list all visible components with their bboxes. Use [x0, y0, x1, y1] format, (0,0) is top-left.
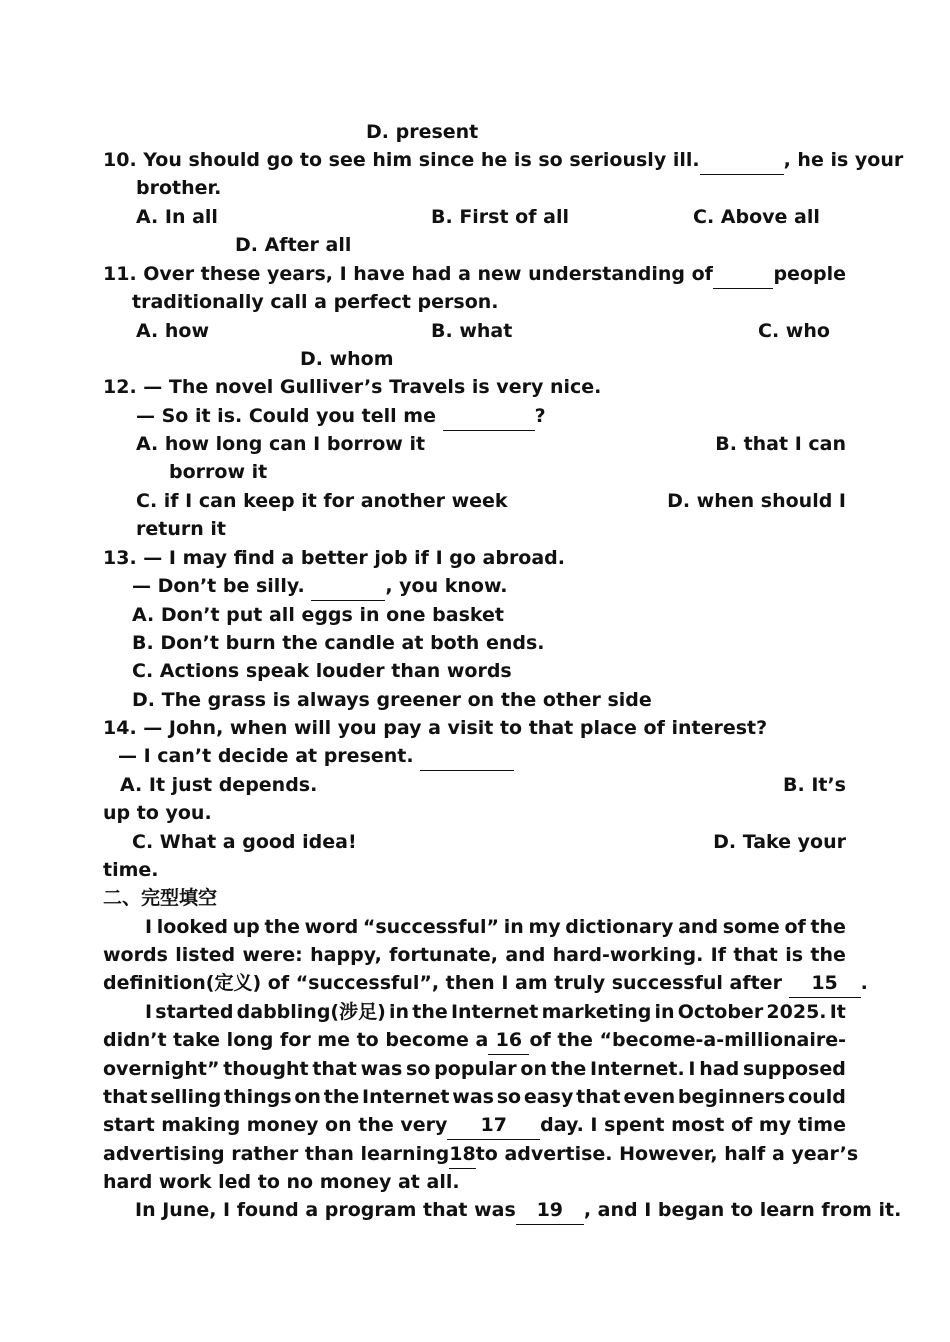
word: is	[785, 944, 804, 966]
word: were:	[242, 944, 303, 966]
word: that	[103, 1086, 148, 1108]
q12-option-d[interactable]: D. when should I	[667, 490, 846, 512]
blank-16[interactable]: 16	[488, 1026, 529, 1055]
q14-answer-blank[interactable]	[420, 742, 514, 771]
q14-option-b-cont: up to you.	[103, 802, 212, 824]
word: beginners	[677, 1086, 786, 1108]
word: overnight”	[103, 1058, 220, 1080]
q12-option-d-cont: return it	[136, 518, 226, 540]
word: some	[722, 916, 780, 938]
word: hard-working.	[552, 944, 704, 966]
q12-answer-blank[interactable]	[443, 402, 535, 431]
passage-p2-line5	[103, 1111, 846, 1140]
word: things	[223, 1086, 292, 1108]
passage-p2-line4	[103, 1083, 846, 1111]
word: the	[264, 916, 300, 938]
q11-stem-text: 11. Over these years, I have had a new understanding of	[103, 263, 713, 285]
passage-text: didn’t take long for me to become a	[103, 1029, 489, 1051]
q10-answer-blank[interactable]	[700, 146, 784, 175]
word: the	[323, 1086, 360, 1108]
q10-stem-tail: , he is your	[783, 149, 904, 171]
word: my	[528, 916, 561, 938]
passage-text: day. I spent most of my time	[540, 1114, 846, 1136]
q14-stem-line1: 14. — John, when will you pay a visit to that place of interest?	[103, 717, 768, 739]
q11-option-b[interactable]: B. what	[431, 320, 513, 342]
word: on	[294, 1086, 321, 1108]
word: the	[810, 916, 846, 938]
word: dictionary	[565, 916, 674, 938]
passage-text: start making money on the very	[103, 1114, 448, 1136]
q10-stem-text: 10. You should go to see him since he is so seriously ill.	[103, 149, 700, 171]
word: even	[623, 1086, 676, 1108]
q12-stem-tail: ?	[534, 405, 546, 427]
q11-answer-blank[interactable]	[713, 260, 774, 289]
word: and	[505, 944, 546, 966]
q12-option-c[interactable]: C. if I can keep it for another week	[136, 490, 508, 512]
q10-option-d[interactable]: D. After all	[235, 234, 352, 256]
q14-stem-text: — I can’t decide at present.	[118, 745, 414, 767]
passage-p2-line6	[103, 1140, 859, 1169]
section-heading-cloze: 二、完型填空	[103, 887, 218, 909]
word: the	[810, 944, 846, 966]
q14-option-a[interactable]: A. It just depends.	[120, 774, 318, 796]
blank-18[interactable]: 18	[449, 1140, 475, 1169]
word: Internet	[362, 1086, 450, 1108]
blank-19[interactable]: 19	[516, 1196, 584, 1225]
word: Internet	[450, 1001, 539, 1023]
word: in	[654, 1001, 675, 1023]
word: October	[677, 1001, 764, 1023]
word: words	[103, 944, 168, 966]
word: up	[232, 916, 260, 938]
passage-p1-line1	[145, 913, 846, 941]
word: word	[304, 916, 359, 938]
word: the	[412, 1001, 448, 1023]
word: started	[155, 1001, 234, 1023]
passage-text: , and I began to learn from it.	[583, 1199, 902, 1221]
word: 2025.	[766, 1001, 827, 1023]
q12-stem-line1: 12. — The novel Gulliver’s Travels is very nice.	[103, 376, 602, 398]
q13-stem-line2	[132, 572, 508, 601]
passage-p2-line7: hard work led to no money at all.	[103, 1171, 460, 1193]
word: in	[503, 916, 524, 938]
q13-option-d[interactable]: D. The grass is always greener on the other side	[132, 689, 652, 711]
q10-option-c[interactable]: C. Above all	[693, 206, 820, 228]
word: fortunate,	[389, 944, 498, 966]
q14-option-d[interactable]: D. Take your	[713, 831, 846, 853]
q10-option-b[interactable]: B. First of all	[431, 206, 569, 228]
word: that	[312, 1058, 357, 1080]
word: and	[678, 916, 719, 938]
q13-option-a[interactable]: A. Don’t put all eggs in one basket	[132, 604, 505, 626]
q14-option-b[interactable]: B. It’s	[783, 774, 846, 796]
q11-option-a[interactable]: A. how	[136, 320, 210, 342]
word: dabbling(涉足)	[236, 1001, 386, 1023]
word: looked	[156, 916, 228, 938]
passage-p1-line2	[103, 941, 846, 969]
word: I	[145, 916, 153, 938]
word: in	[389, 1001, 410, 1023]
word: marketing	[541, 1001, 652, 1023]
passage-text: of the “become-a-millionaire-	[529, 1029, 846, 1051]
q9-option-d: D. present	[366, 121, 479, 143]
word: the	[550, 1058, 587, 1080]
q10-stem-line1	[103, 146, 904, 175]
blank-17[interactable]: 17	[447, 1111, 540, 1140]
q13-option-b[interactable]: B. Don’t burn the candle at both ends.	[132, 632, 545, 654]
word: I	[688, 1058, 696, 1080]
word: “successful”	[362, 916, 500, 938]
word: on	[520, 1058, 548, 1080]
word: popular	[434, 1058, 517, 1080]
q13-answer-blank[interactable]	[311, 572, 385, 601]
q12-option-a[interactable]: A. how long can I borrow it	[136, 433, 426, 455]
q14-option-c[interactable]: C. What a good idea!	[132, 831, 357, 853]
q11-stem-line2: traditionally call a perfect person.	[132, 291, 499, 313]
passage-p2-line3	[103, 1055, 846, 1083]
word: could	[787, 1086, 846, 1108]
passage-p1-line3: definition(定义) of “successful”, then I am truly successful after 15 .	[103, 969, 868, 998]
q10-option-a[interactable]: A. In all	[136, 206, 218, 228]
q12-option-b[interactable]: B. that I can	[715, 433, 846, 455]
word: It	[829, 1001, 846, 1023]
word: I	[145, 1001, 153, 1023]
word: If	[710, 944, 727, 966]
q12-stem-line2	[136, 402, 546, 431]
q14-stem-line2	[118, 742, 514, 771]
word: that	[733, 944, 778, 966]
q12-stem-text: — So it is. Could you tell me	[136, 405, 436, 427]
word: happy,	[310, 944, 382, 966]
word: Internet.	[590, 1058, 685, 1080]
word: listed	[175, 944, 236, 966]
word: easy	[523, 1086, 574, 1108]
passage-text: definition(定义) of “successful”, then I am truly successful after	[103, 972, 782, 994]
q13-option-c[interactable]: C. Actions speak louder than words	[132, 660, 512, 682]
word: supposed	[742, 1058, 846, 1080]
q14-option-d-cont: time.	[103, 859, 159, 881]
q13-stem-tail: , you know.	[385, 575, 508, 597]
word: was	[452, 1086, 494, 1108]
word: thought	[223, 1058, 309, 1080]
q11-option-c[interactable]: C. who	[758, 320, 830, 342]
word: so	[496, 1086, 522, 1108]
q12-option-b-cont: borrow it	[169, 461, 268, 483]
q11-stem-line1	[103, 260, 846, 289]
passage-p2-line2	[103, 1026, 846, 1055]
word: so	[406, 1058, 431, 1080]
q13-stem-text: — Don’t be silly.	[132, 575, 305, 597]
word: that	[576, 1086, 621, 1108]
passage-text: to advertise. However, half a year’s	[475, 1143, 859, 1165]
q11-option-d[interactable]: D. whom	[300, 348, 394, 370]
word: selling	[150, 1086, 222, 1108]
passage-p3-line1	[135, 1196, 902, 1225]
q13-stem-line1: 13. — I may find a better job if I go abroad.	[103, 547, 566, 569]
q11-stem-tail: people	[773, 263, 846, 285]
passage-text: In June, I found a program that was	[135, 1199, 516, 1221]
word: was	[360, 1058, 403, 1080]
q10-stem-line2: brother.	[136, 177, 222, 199]
passage-text: advertising rather than learning	[103, 1143, 450, 1165]
passage-p2-line1	[145, 998, 846, 1026]
word: had	[699, 1058, 740, 1080]
word: of	[784, 916, 806, 938]
blank-15[interactable]: 15	[789, 969, 861, 998]
